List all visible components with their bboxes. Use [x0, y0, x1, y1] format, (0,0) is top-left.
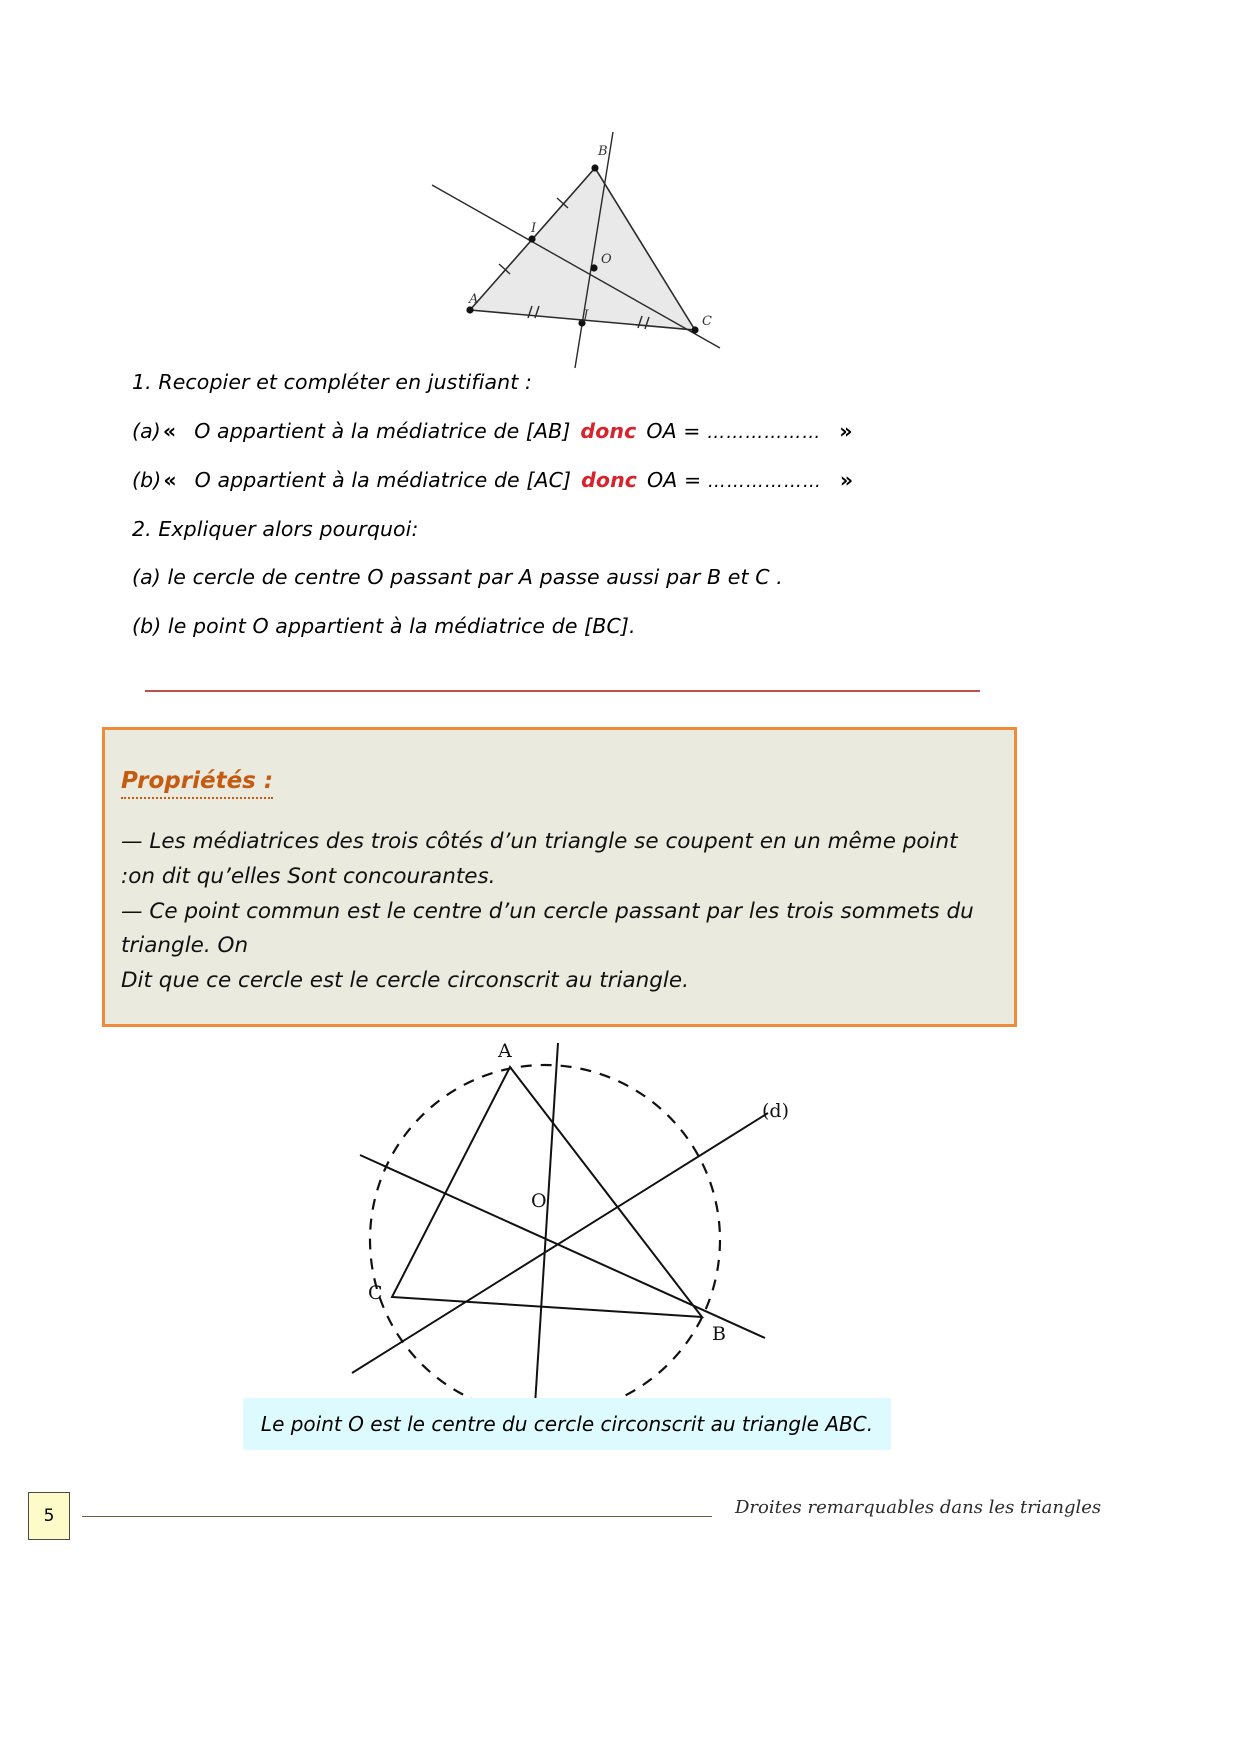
item-1b-prefix: (b)	[132, 467, 162, 492]
figure-caption	[243, 1398, 891, 1450]
figure-top-label-O: O	[601, 252, 612, 267]
properties-line-3: Dit que ce cercle est le cercle circonscrit au triangle.	[121, 968, 689, 994]
item-1a-donc: donc	[580, 418, 637, 443]
footer-rule	[82, 1516, 712, 1517]
item-2b-text: (b) le point O appartient à la médiatrice de [BC].	[132, 613, 636, 638]
figure-top-label-B: B	[598, 144, 608, 159]
figure-bottom-label-d: (d)	[762, 1100, 789, 1122]
figure-triangle-mediatrices	[420, 120, 760, 375]
page-number: 5	[43, 1506, 55, 1526]
properties-line-1: — Les médiatrices des trois côtés d’un triangle se coupent en un même point :on dit qu’elles Sont concourantes.	[121, 829, 958, 889]
exercise-item-2b	[132, 613, 1032, 638]
properties-line-2: — Ce point commun est le centre d’un cercle passant par les trois sommets du triangle. On	[121, 898, 974, 959]
item-1a-prefix: (a)	[132, 418, 161, 443]
exercise-item-1a	[132, 418, 1032, 443]
question-1-text: 1. Recopier et compléter en justifiant :	[132, 370, 533, 394]
figure-bottom-label-O: O	[531, 1190, 547, 1212]
figure-top-label-A: A	[469, 292, 479, 307]
section-divider	[145, 690, 980, 692]
close-guillemet-a: »	[839, 418, 853, 443]
figure-top-label-C: C	[702, 314, 712, 329]
item-2a-text: (a) le cercle de centre O passant par A passe aussi par B et C .	[132, 565, 783, 589]
close-guillemet-b: »	[839, 467, 854, 492]
exercise-block	[132, 372, 1032, 636]
item-1b-statement: O appartient à la médiatrice de [AC]	[194, 467, 572, 492]
open-guillemet-b: «	[163, 467, 177, 492]
item-1b-donc: donc	[581, 467, 638, 492]
exercise-question-2	[132, 516, 1032, 541]
item-1a-result: OA =	[646, 418, 708, 443]
properties-box	[102, 727, 1017, 1027]
exercise-item-1b	[132, 467, 1032, 492]
properties-title: Propriétés :	[121, 768, 273, 799]
figure-cercle-circonscrit	[330, 1035, 830, 1410]
caption-text: Le point O est le centre du cercle circonscrit au triangle ABC.	[260, 1412, 874, 1436]
open-guillemet-a: «	[162, 418, 177, 443]
properties-body	[121, 825, 996, 999]
footer-title: Droites remarquables dans les triangles	[735, 1497, 1102, 1518]
figure-top-label-J: J	[583, 308, 589, 323]
figure-bottom-label-A: A	[498, 1040, 512, 1062]
page-number-badge	[28, 1492, 70, 1540]
figure-top-label-I: I	[531, 221, 537, 236]
figure-bottom-label-C: C	[368, 1282, 383, 1304]
exercise-question-1	[132, 372, 1032, 393]
question-2-text: 2. Expliquer alors pourquoi:	[132, 516, 419, 541]
item-1b-blank[interactable]: ………………	[707, 470, 822, 492]
item-1a-blank[interactable]: ………………	[707, 421, 822, 443]
figure-bottom-label-B: B	[712, 1323, 726, 1345]
exercise-item-2a	[132, 567, 1032, 588]
item-1b-result: OA =	[647, 467, 708, 492]
item-1a-statement: O appartient à la médiatrice de [AB]	[194, 418, 571, 443]
